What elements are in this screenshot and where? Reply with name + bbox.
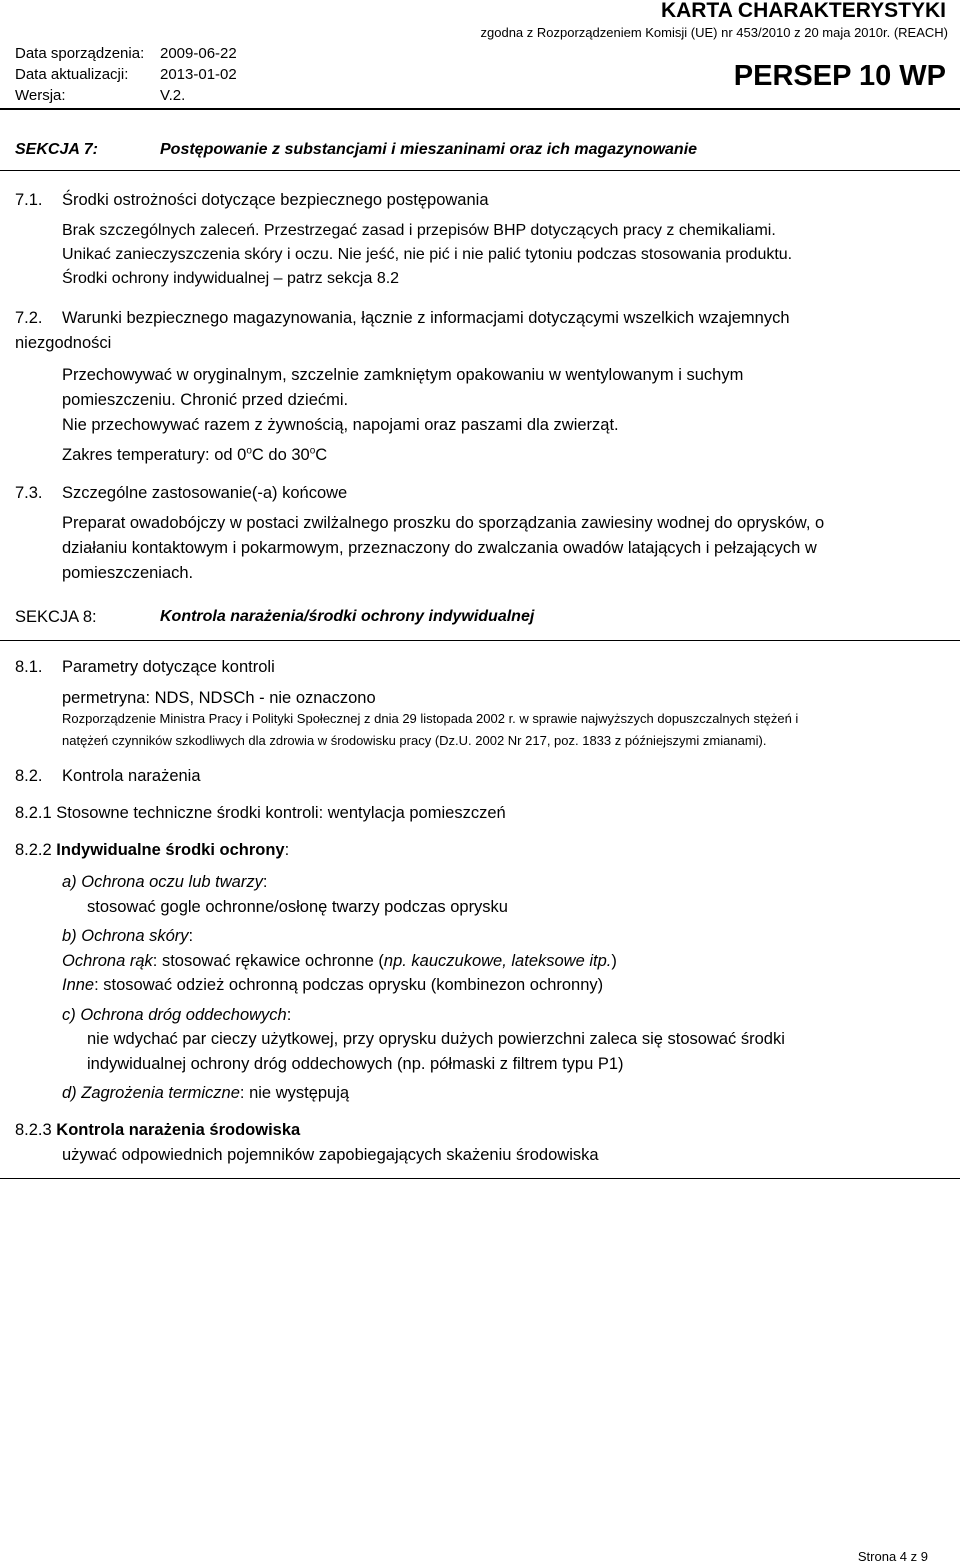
temperature-range: Zakres temperatury: od 0$^o$C do 30$^o$C xyxy=(62,445,328,464)
s72-title-2: niezgodności xyxy=(15,334,112,352)
s71-title: Środki ostrożności dotyczące bezpiecznego postępowania xyxy=(62,191,489,209)
section-7-divider xyxy=(0,170,960,171)
s71-line-1: Brak szczególnych zaleceń. Przestrzegać zasad i przepisów BHP dotyczących pracy z chemikaliami. xyxy=(62,222,776,239)
respiratory-text-2: indywidualnej ochrony dróg oddechowych (np. półmaski z filtrem typu P1) xyxy=(87,1055,624,1073)
product-name: PERSEP 10 WP xyxy=(733,60,946,92)
eye-protection-label: a) Ochrona oczu lub twarzy: xyxy=(62,873,268,891)
s73-number: 7.3. xyxy=(15,484,43,502)
s71-line-3: Środki ochrony indywidualnej – patrz sekcja 8.2 xyxy=(62,270,400,287)
respiratory-text-1: nie wdychać par cieczy użytkowej, przy oprysku dużych powierzchni zaleca się stosować środki xyxy=(87,1030,785,1048)
s823-heading: 8.2.3 Kontrola narażenia środowiska xyxy=(15,1121,301,1139)
s81-title: Parametry dotyczące kontroli xyxy=(62,658,275,676)
s73-line-2: działaniu kontaktowym i pokarmowym, przeznaczony do zwalczania owadów latających i pełzających w xyxy=(62,539,817,557)
eye-protection-text: stosować gogle ochronne/osłonę twarzy podczas oprysku xyxy=(87,898,508,916)
s82-number: 8.2. xyxy=(15,767,43,785)
header-divider xyxy=(0,108,960,110)
s72-line-1: Przechowywać w oryginalnym, szczelnie zamkniętym opakowaniu w wentylowanym i suchym xyxy=(62,366,744,384)
content-end-divider xyxy=(0,1178,960,1179)
updated-value: 2013-01-02 xyxy=(160,66,237,83)
section-8-divider xyxy=(0,640,960,641)
s72-title-1: Warunki bezpiecznego magazynowania, łącznie z informacjami dotyczącymi wszelkich wzajemnych xyxy=(62,309,790,327)
s72-line-3: Nie przechowywać razem z żywnością, napojami oraz paszami dla zwierząt. xyxy=(62,416,619,434)
version-value: V.2. xyxy=(160,87,186,104)
s81-value: permetryna: NDS, NDSCh - nie oznaczono xyxy=(62,689,376,707)
s823-text: używać odpowiednich pojemników zapobiegających skażeniu środowiska xyxy=(62,1146,599,1164)
section-8-label: SEKCJA 8: xyxy=(15,608,97,626)
s81-number: 8.1. xyxy=(15,658,43,676)
s821-line: 8.2.1 Stosowne techniczne środki kontroli: wentylacja pomieszczeń xyxy=(15,804,506,822)
s71-number: 7.1. xyxy=(15,191,43,209)
s73-line-1: Preparat owadobójczy w postaci zwilżalnego proszku do sporządzania zawiesiny wodnej do oprysków, o xyxy=(62,514,825,532)
document-title: KARTA CHARAKTERYSTYKI xyxy=(660,0,946,22)
s822-heading: 8.2.2 Indywidualne środki ochrony: xyxy=(15,841,290,859)
respiratory-protection-label: c) Ochrona dróg oddechowych: xyxy=(62,1006,292,1024)
s81-reference-1: Rozporządzenie Ministra Pracy i Polityki Społecznej z dnia 29 listopada 2002 r. w sprawie najwyższych dopuszczalnych stężeń i xyxy=(62,711,799,726)
hand-protection-line: Ochrona rąk: stosować rękawice ochronne (np. kauczukowe, lateksowe itp.) xyxy=(62,952,617,970)
other-protection-line: Inne: stosować odzież ochronną podczas oprysku (kombinezon ochronny) xyxy=(62,976,604,994)
s81-reference-2: natężeń czynników szkodliwych dla zdrowia w środowisku pracy (Dz.U. 2002 Nr 217, poz. 1833 z późniejszymi zmianami). xyxy=(62,733,767,748)
s72-number: 7.2. xyxy=(15,309,43,327)
s71-line-2: Unikać zanieczyszczenia skóry i oczu. Nie jeść, nie pić i nie palić tytoniu podczas stosowania produktu. xyxy=(62,246,793,263)
section-8-title: Kontrola narażenia/środki ochrony indywidualnej xyxy=(160,608,535,625)
created-label: Data sporządzenia: xyxy=(15,45,145,62)
section-7-title: Postępowanie z substancjami i mieszaninami oraz ich magazynowanie xyxy=(160,141,698,158)
page-number: Strona 4 z 9 xyxy=(857,1549,928,1564)
s73-title: Szczególne zastosowanie(-a) końcowe xyxy=(62,484,348,502)
created-value: 2009-06-22 xyxy=(160,45,237,62)
s82-title: Kontrola narażenia xyxy=(62,767,201,785)
regulation-note: zgodna z Rozporządzeniem Komisji (UE) nr 453/2010 z 20 maja 2010r. (REACH) xyxy=(480,25,948,40)
s73-line-3: pomieszczeniach. xyxy=(62,564,194,582)
s72-line-2: pomieszczeniu. Chronić przed dziećmi. xyxy=(62,391,349,409)
skin-protection-label: b) Ochrona skóry: xyxy=(62,927,194,945)
version-label: Wersja: xyxy=(15,87,66,104)
thermal-hazards-line: d) Zagrożenia termiczne: nie występują xyxy=(62,1084,350,1102)
updated-label: Data aktualizacji: xyxy=(15,66,129,83)
section-7-label: SEKCJA 7: xyxy=(15,141,98,158)
